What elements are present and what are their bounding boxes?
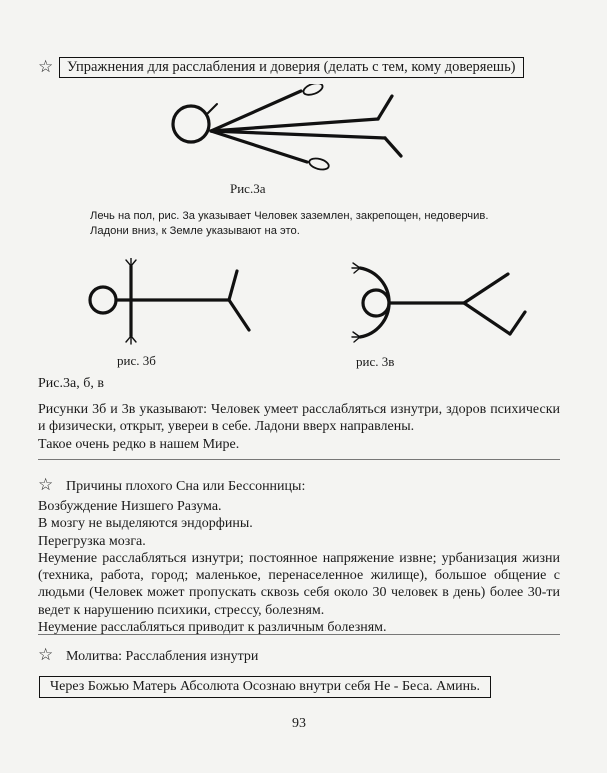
paragraph-line: Такое очень редко в нашем Мире. bbox=[38, 436, 240, 452]
fig3b-caption: рис. 3б bbox=[117, 353, 156, 368]
fig3c-caption: рис. 3в bbox=[356, 354, 395, 369]
figure-3c bbox=[350, 260, 540, 350]
list-item: Неумение расслабляться изнутри; постоянное напряжение извне; урбанизация жизни (техника, работа, город; маленькое, перенаселенное жилище), большое общение с людьми (Человек может пропускать сквозь себя около 30 человек в день) более 30-ти ведет к нарушению психики, стрессу, болезням. bbox=[38, 550, 560, 618]
divider bbox=[38, 634, 560, 635]
section1-title: Упражнения для расслабления и доверия (делать с тем, кому доверяешь) bbox=[59, 57, 524, 78]
list-item: Перегрузка мозга. bbox=[38, 533, 146, 549]
section2-list bbox=[38, 498, 560, 636]
list-item: Неумение расслабляться приводит к различным болезням. bbox=[38, 620, 387, 636]
figure-3b bbox=[88, 258, 253, 348]
star-outline-icon: ☆ bbox=[38, 475, 54, 495]
section3-title: Молитва: Расслабления изнутри bbox=[66, 649, 259, 664]
star-outline-icon: ☆ bbox=[38, 645, 54, 665]
page-number: 93 bbox=[292, 716, 306, 731]
fig3a-description-line-1: Лечь на пол, рис. 3а указывает Человек заземлен, закрепощен, недоверчив. bbox=[90, 210, 489, 222]
section1-paragraph bbox=[38, 401, 560, 453]
paragraph-line: Рисунки 3б и 3в указывают: Человек умеет расслабляться изнутри, здоров психически и физически, открыт, увереи в себе. Ладони вверх направлены. bbox=[38, 402, 560, 435]
figure-3a bbox=[165, 84, 405, 176]
prayer-box: Через Божью Матерь Абсолюта Осознаю внутри себя Не - Беса. Аминь. bbox=[39, 676, 491, 698]
section2-title: Причины плохого Сна или Бессонницы: bbox=[66, 479, 306, 494]
list-item: В мозгу не выделяются эндорфины. bbox=[38, 516, 253, 532]
star-outline-icon: ☆ bbox=[38, 57, 54, 77]
fig3a-caption: Рис.3а bbox=[230, 181, 266, 196]
figures-label: Рис.3а, б, в bbox=[38, 376, 104, 391]
list-item: Возбуждение Низшего Разума. bbox=[38, 499, 222, 514]
divider bbox=[38, 459, 560, 460]
fig3a-description-line-2: Ладони вниз, к Земле указывают на это. bbox=[90, 225, 300, 237]
